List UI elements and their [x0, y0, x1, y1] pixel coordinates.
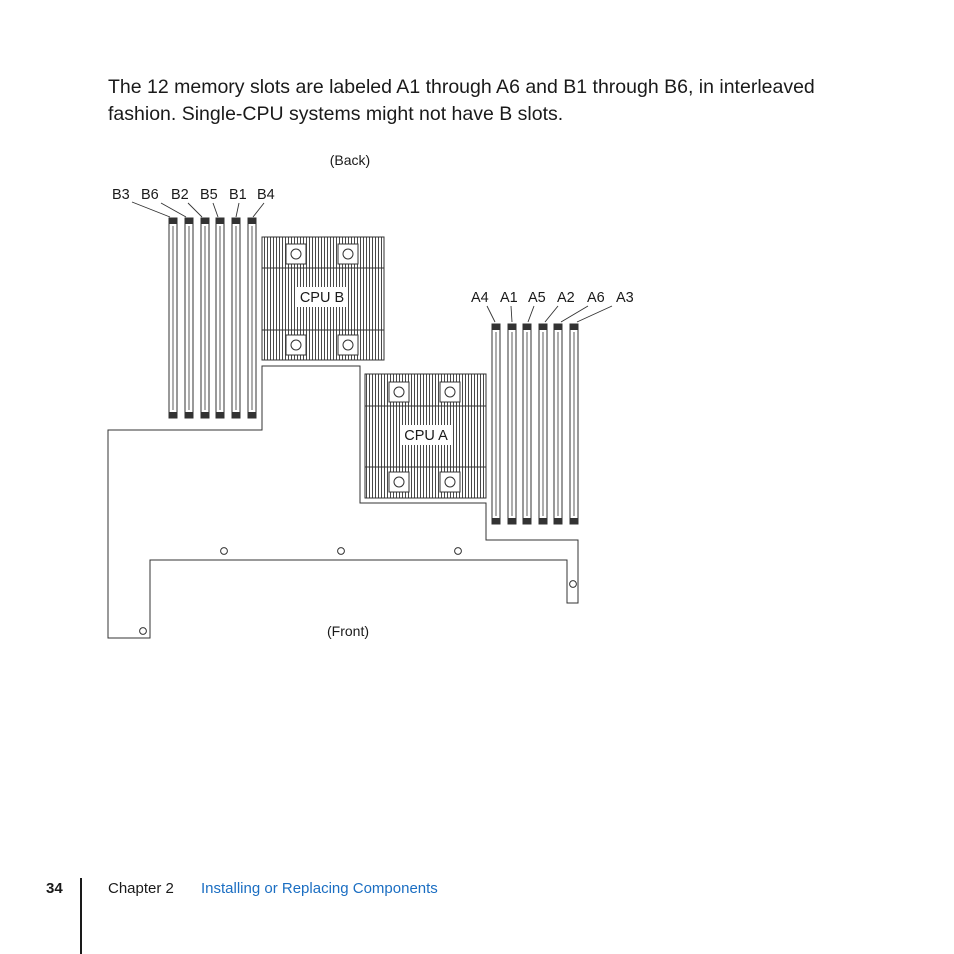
memory-slot-b4 [248, 218, 256, 418]
slot-label-b3: B3 [112, 187, 130, 203]
heatsink-screw [440, 382, 460, 402]
mounting-hole [221, 548, 228, 555]
intro-line-1: The 12 memory slots are labeled A1 through A6 and B1 through B6, in interleaved [108, 76, 815, 98]
memory-slot-a1 [508, 324, 516, 524]
heatsink-screw [286, 335, 306, 355]
slot-label-a1: A1 [500, 290, 518, 306]
page-number: 34 [46, 880, 63, 897]
memory-slot-a4 [492, 324, 500, 524]
cpu-a-label: CPU A [404, 428, 448, 444]
memory-slot-a3 [570, 324, 578, 524]
heatsink-screw [338, 335, 358, 355]
b-memory-slots [169, 218, 256, 418]
memory-slot-a5 [523, 324, 531, 524]
footer-divider [80, 878, 82, 954]
slot-label-b4: B4 [257, 187, 275, 203]
slot-label-a2: A2 [557, 290, 575, 306]
memory-slot-a6 [554, 324, 562, 524]
heatsink-screw [286, 244, 306, 264]
heatsink-screw [389, 382, 409, 402]
slot-label-b5: B5 [200, 187, 218, 203]
cpu-b-label: CPU B [299, 290, 345, 306]
slot-label-b2: B2 [171, 187, 189, 203]
footer-chapter: Chapter 2 [108, 880, 174, 897]
slot-label-a4: A4 [471, 290, 489, 306]
mounting-holes [140, 548, 577, 635]
heatsink-screw [440, 472, 460, 492]
b-slot-labels [112, 187, 275, 203]
heatsink-screw [338, 244, 358, 264]
slot-label-a6: A6 [587, 290, 605, 306]
slot-label-b6: B6 [141, 187, 159, 203]
heatsink-screw [389, 472, 409, 492]
a-slot-labels [471, 290, 634, 306]
mounting-hole [140, 628, 147, 635]
mounting-hole [570, 581, 577, 588]
a-memory-slots [492, 324, 578, 524]
mounting-hole [338, 548, 345, 555]
memory-slot-b6 [185, 218, 193, 418]
front-label: (Front) [327, 623, 369, 639]
mounting-hole [455, 548, 462, 555]
slot-label-a5: A5 [528, 290, 546, 306]
memory-slot-a2 [539, 324, 547, 524]
memory-slot-b2 [201, 218, 209, 418]
memory-slot-b5 [216, 218, 224, 418]
memory-slot-b1 [232, 218, 240, 418]
back-label: (Back) [329, 152, 371, 168]
slot-label-a3: A3 [616, 290, 634, 306]
footer-chapter-title-link[interactable]: Installing or Replacing Components [201, 880, 438, 897]
memory-slot-b3 [169, 218, 177, 418]
slot-label-b1: B1 [229, 187, 247, 203]
intro-line-2: fashion. Single-CPU systems might not have B slots. [108, 103, 564, 125]
